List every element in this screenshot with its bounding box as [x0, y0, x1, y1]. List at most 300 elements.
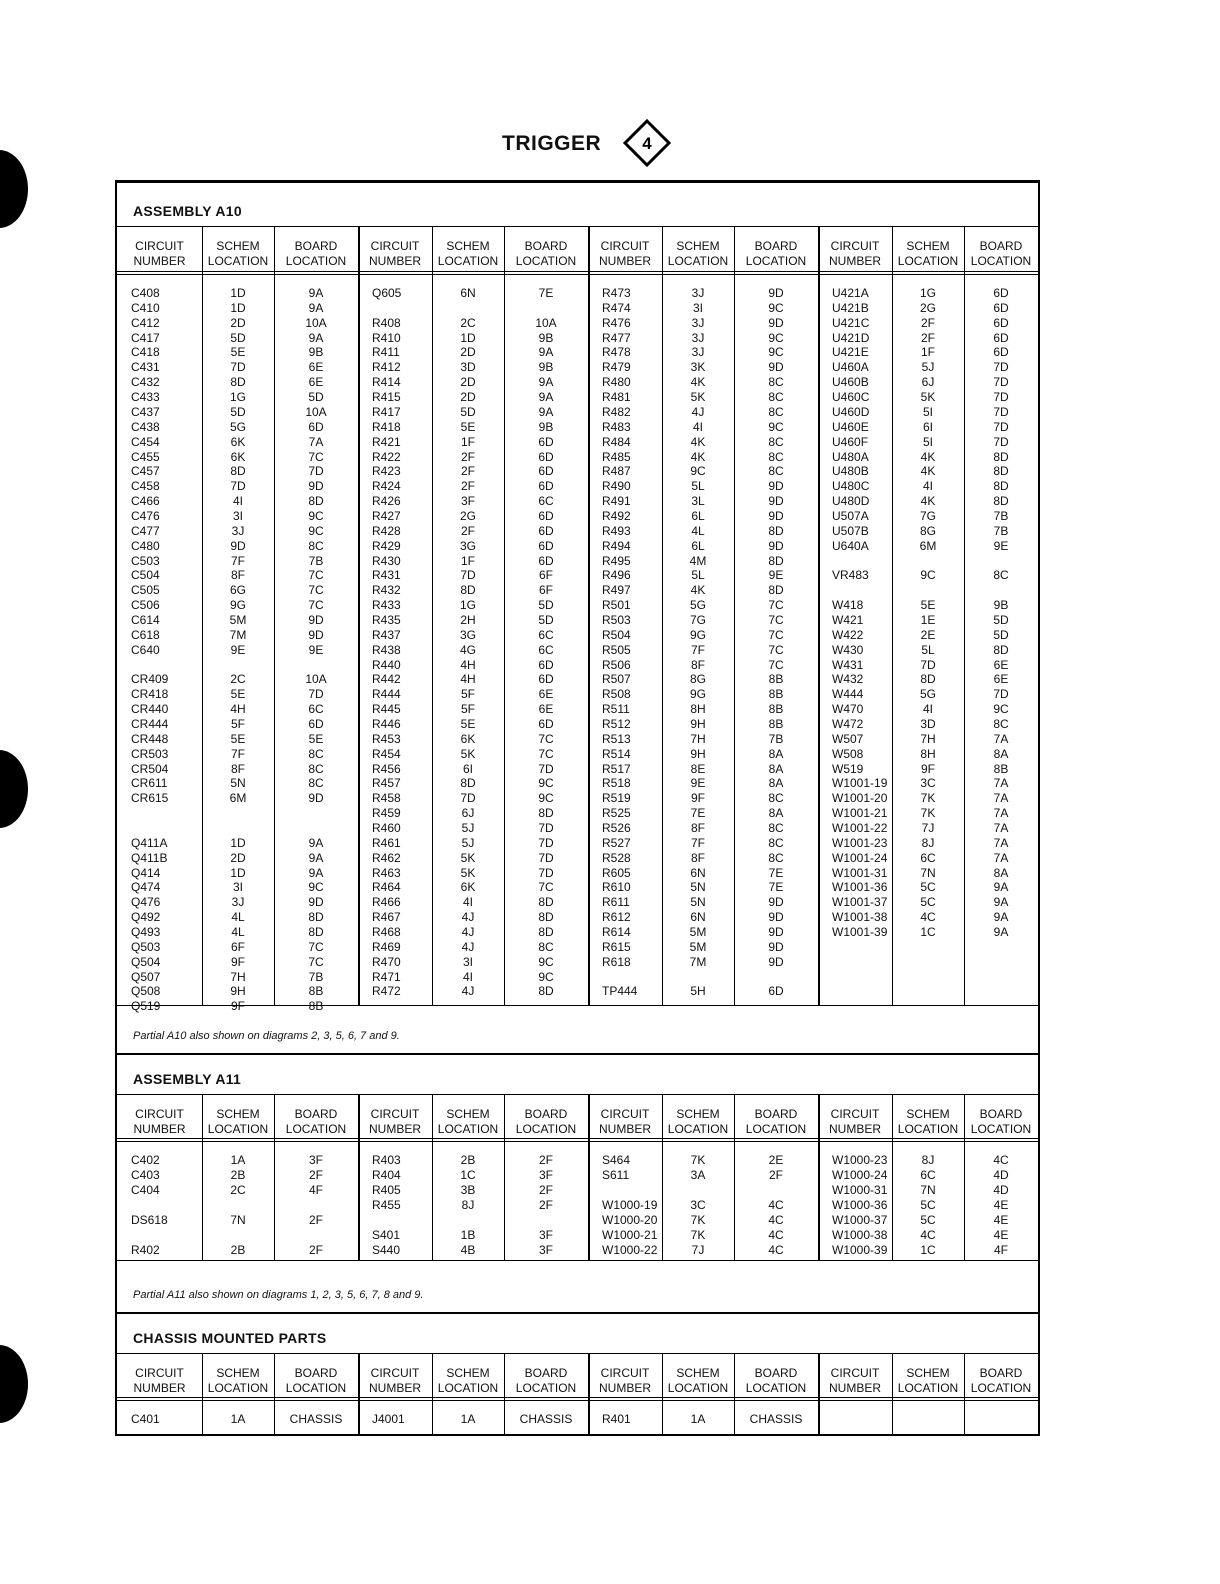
board-location-header-line: BOARD	[524, 239, 568, 253]
schem-location: 7F	[230, 553, 245, 568]
circuit-number: C402	[131, 1153, 160, 1167]
board-location: 9A	[308, 300, 324, 315]
circuit-number-header-line: CIRCUIT	[830, 1107, 880, 1121]
circuit-number: CR409	[131, 672, 169, 687]
circuit-number-header-line: CIRCUIT	[370, 1107, 420, 1121]
circuit-number: W1000-19	[602, 1198, 658, 1212]
circuit-number: R478	[602, 345, 631, 360]
circuit-number: R415	[372, 390, 401, 404]
schem-location: 2F	[920, 315, 935, 330]
board-location: 8A	[993, 746, 1009, 761]
board-location-header-line: LOCATION	[745, 1381, 807, 1395]
schem-location: 4I	[922, 702, 933, 717]
circuit-number: R463	[372, 865, 401, 880]
schem-location: 8D	[920, 672, 936, 687]
schem-location-header	[202, 1107, 274, 1137]
schem-location: 9F	[230, 999, 245, 1014]
schem-location: 3G	[459, 627, 476, 642]
schem-location: 1C	[920, 1243, 936, 1257]
board-location: 8D	[768, 583, 784, 598]
board-location: 8D	[993, 464, 1009, 479]
circuit-number: Q493	[131, 925, 161, 939]
board-location: 8B	[768, 716, 784, 731]
board-location-header	[274, 1107, 358, 1137]
circuit-number: R476	[602, 315, 631, 330]
circuit-number: R518	[602, 776, 631, 791]
schem-location: 7H	[920, 731, 936, 746]
board-location: 4D	[993, 1183, 1009, 1197]
circuit-number: R612	[602, 910, 631, 925]
circuit-number: U460A	[832, 360, 869, 375]
board-location: 3F	[538, 1228, 553, 1242]
schem-location: 4L	[231, 925, 245, 939]
board-location: 6E	[993, 672, 1009, 687]
schem-location: 5C	[920, 880, 936, 895]
board-location: 9D	[308, 612, 324, 627]
board-location-header	[964, 1107, 1038, 1137]
circuit-number: R410	[372, 330, 401, 345]
circuit-number: R501	[602, 598, 631, 613]
schem-location: 3J	[231, 895, 245, 910]
circuit-number-header-line: NUMBER	[133, 254, 186, 268]
schem-location: 5E	[920, 598, 936, 613]
schem-location: 7K	[690, 1213, 706, 1227]
circuit-number: C640	[131, 642, 160, 657]
board-location: 2F	[308, 1168, 323, 1182]
board-location: 7D	[993, 434, 1009, 449]
circuit-number: R472	[372, 984, 401, 999]
schem-location-header	[202, 239, 274, 269]
schem-location: 2C	[230, 1183, 246, 1197]
section-title-chassis: CHASSIS MOUNTED PARTS	[133, 1330, 327, 1346]
board-location: 8D	[538, 910, 554, 925]
schem-location: 4I	[692, 419, 703, 434]
board-location: 9D	[308, 479, 324, 494]
board-location: 6D	[993, 315, 1009, 330]
board-location: 9C	[768, 419, 784, 434]
board-location: 7B	[308, 969, 324, 984]
circuit-number: W1001-37	[832, 895, 888, 910]
schem-location: 5D	[230, 330, 246, 345]
board-location: 6D	[538, 508, 554, 523]
circuit-number: R611	[602, 895, 630, 910]
circuit-number: U480C	[832, 479, 870, 494]
schem-location: 5L	[921, 642, 935, 657]
schem-location: 4C	[920, 910, 936, 925]
board-location: 8A	[768, 806, 784, 821]
circuit-number: W1000-38	[832, 1228, 888, 1242]
schem-location: 5F	[230, 716, 245, 731]
board-location-header	[734, 1107, 818, 1137]
circuit-number: W1000-39	[832, 1243, 888, 1257]
page-title: TRIGGER	[502, 132, 602, 155]
header-rule	[117, 1138, 1038, 1139]
schem-location: 9C	[920, 568, 936, 583]
schem-location: 8J	[461, 1198, 475, 1212]
circuit-number: R508	[602, 687, 631, 702]
schem-location: 4I	[462, 969, 473, 984]
schem-location-header-line: LOCATION	[437, 254, 499, 268]
schem-location: 8G	[919, 523, 936, 538]
circuit-number: W1001-24	[832, 850, 888, 865]
circuit-number: W430	[832, 642, 864, 657]
schem-location: 5K	[920, 390, 936, 404]
diagram-number-diamond-icon	[622, 118, 672, 168]
schem-location: 5E	[230, 731, 246, 746]
schem-location: 7G	[919, 508, 936, 523]
circuit-number-header-line: NUMBER	[828, 1381, 881, 1395]
circuit-number: S611	[602, 1168, 630, 1182]
schem-location: 4J	[461, 984, 475, 999]
schem-location: 7J	[691, 1243, 705, 1257]
circuit-number: R605	[602, 865, 631, 880]
schem-location: 1D	[460, 330, 476, 345]
schem-location: 7H	[690, 731, 706, 746]
schem-location: 8D	[460, 776, 476, 791]
circuit-number-header	[818, 1366, 892, 1396]
schem-location: 4K	[920, 464, 936, 479]
board-location-header-line: BOARD	[294, 1366, 338, 1380]
board-location: CHASSIS	[289, 1412, 343, 1426]
board-location: 7A	[993, 821, 1009, 835]
circuit-number: C466	[131, 494, 160, 508]
circuit-number: R495	[602, 553, 631, 568]
schem-location: 6J	[921, 375, 935, 390]
circuit-number: C417	[131, 330, 160, 345]
schem-location: 7E	[690, 806, 706, 821]
schem-location: 5D	[230, 404, 246, 419]
board-location: 9A	[538, 404, 554, 419]
circuit-number: R505	[602, 642, 631, 657]
circuit-number: R453	[372, 731, 401, 746]
schem-location: 8J	[921, 835, 935, 850]
board-location: 9C	[538, 776, 554, 791]
circuit-number: Q474	[131, 880, 161, 895]
circuit-number: CR444	[131, 716, 169, 731]
board-location-header-line: BOARD	[979, 239, 1023, 253]
schem-location: 2F	[460, 479, 475, 494]
schem-location: 3J	[691, 315, 705, 330]
board-location: 7D	[993, 360, 1009, 375]
circuit-number: W1001-19	[832, 776, 888, 791]
board-location: 9A	[308, 865, 324, 880]
circuit-number: R504	[602, 627, 631, 642]
board-location: 7C	[768, 657, 784, 672]
circuit-number: R405	[372, 1183, 401, 1197]
circuit-number: R402	[131, 1243, 160, 1257]
board-location: 4E	[993, 1228, 1009, 1242]
board-location: 4E	[993, 1198, 1009, 1212]
board-location: 6E	[538, 687, 554, 702]
circuit-number: U480D	[832, 494, 870, 508]
schem-location: 1D	[230, 835, 246, 850]
circuit-number-header-line: NUMBER	[598, 1381, 651, 1395]
board-location: 8C	[768, 390, 784, 404]
board-location: 7D	[538, 850, 554, 865]
board-location: 9A	[993, 880, 1009, 895]
board-location: 9E	[768, 568, 784, 583]
schem-location-header-line: SCHEM	[676, 239, 720, 253]
board-location-header-line: BOARD	[524, 1107, 568, 1121]
circuit-number: R461	[372, 835, 401, 850]
board-location: 6D	[538, 449, 554, 464]
schem-location: 7F	[690, 642, 705, 657]
board-location: CHASSIS	[519, 1412, 573, 1426]
circuit-number: Q476	[131, 895, 161, 910]
grid-bottom-rule	[117, 1260, 1038, 1261]
board-location: 8A	[768, 776, 784, 791]
circuit-number: U421C	[832, 315, 870, 330]
circuit-number: C403	[131, 1168, 160, 1182]
schem-location: 9H	[230, 984, 246, 999]
schem-location: 5E	[230, 345, 246, 360]
schem-location: 6I	[462, 761, 473, 776]
schem-location: 2G	[459, 508, 476, 523]
circuit-number-header-line: NUMBER	[368, 1381, 421, 1395]
board-location: 6E	[308, 360, 324, 375]
board-location: 7B	[993, 523, 1009, 538]
circuit-number-header-line: CIRCUIT	[135, 239, 184, 253]
board-location: 9D	[768, 538, 784, 553]
circuit-number: S464	[602, 1153, 631, 1167]
schem-location: 4L	[231, 910, 245, 925]
board-location: 8D	[308, 494, 324, 508]
board-location: 6F	[538, 568, 553, 583]
board-location: 8C	[538, 939, 554, 954]
schem-location: 8D	[230, 375, 246, 390]
schem-location: 2C	[230, 672, 246, 687]
schem-location: 9F	[920, 761, 935, 776]
schem-location-header-line: LOCATION	[667, 254, 729, 268]
board-location: 5D	[993, 627, 1009, 642]
circuit-number: R610	[602, 880, 631, 895]
schem-location: 1F	[460, 553, 475, 568]
schem-location: 3G	[459, 538, 476, 553]
board-location: 7A	[993, 850, 1009, 865]
schem-location: 5I	[922, 434, 933, 449]
circuit-number: C454	[131, 434, 160, 449]
circuit-number: W508	[832, 746, 864, 761]
board-location: 9D	[768, 360, 784, 375]
circuit-number: Q504	[131, 954, 161, 969]
board-location: 8C	[768, 850, 784, 865]
circuit-number-header	[117, 239, 202, 269]
binder-hole-bottom	[0, 1345, 28, 1423]
schem-location: 5G	[229, 419, 246, 434]
board-location: 7E	[768, 880, 784, 895]
circuit-number-header-line: CIRCUIT	[830, 239, 880, 253]
board-location: 4C	[768, 1213, 784, 1227]
circuit-number: R412	[372, 360, 401, 375]
schem-location: 6J	[461, 806, 475, 821]
circuit-number-header	[818, 239, 892, 269]
board-location: 9A	[308, 286, 324, 300]
schem-location: 1A	[460, 1412, 476, 1426]
schem-location: 2D	[460, 375, 476, 390]
circuit-number: R442	[372, 672, 401, 687]
circuit-number: R477	[602, 330, 631, 345]
board-location-header-line: LOCATION	[285, 254, 347, 268]
circuit-number: W1000-24	[832, 1168, 888, 1182]
board-location: 8C	[768, 434, 784, 449]
circuit-number-header	[358, 1107, 432, 1137]
board-location: 6D	[538, 464, 554, 479]
schem-location-header	[662, 1107, 734, 1137]
schem-location: 6K	[460, 880, 476, 895]
board-location: 9C	[308, 523, 324, 538]
schem-location: 4I	[232, 494, 243, 508]
board-location: 8D	[538, 895, 554, 910]
circuit-number: R512	[602, 716, 631, 731]
schem-location: 4B	[460, 1243, 476, 1257]
schem-location: 5N	[230, 776, 246, 791]
circuit-number: W421	[832, 612, 864, 627]
board-location-header-line: LOCATION	[515, 1122, 577, 1136]
board-location: 7D	[538, 835, 554, 850]
circuit-number-header-line: CIRCUIT	[600, 1107, 650, 1121]
circuit-number: U421A	[832, 286, 869, 300]
schem-location: 9F	[690, 791, 705, 806]
board-location-header	[964, 239, 1038, 269]
board-location: 9A	[538, 345, 554, 360]
circuit-number: R417	[372, 404, 401, 419]
schem-location: 5F	[460, 702, 475, 717]
board-location: 7C	[308, 583, 324, 598]
board-location: 2F	[308, 1213, 323, 1227]
circuit-number: R462	[372, 850, 401, 865]
schem-location: 4I	[922, 479, 933, 494]
circuit-number: CR615	[131, 791, 169, 806]
circuit-number: C506	[131, 598, 160, 613]
schem-location: 6C	[920, 1168, 936, 1182]
circuit-number: W1001-39	[832, 925, 888, 939]
schem-location: 1D	[230, 286, 246, 300]
board-location: 7D	[993, 375, 1009, 390]
circuit-number: R487	[602, 464, 631, 479]
column-divider	[588, 227, 590, 1006]
circuit-number: W470	[832, 702, 864, 717]
board-location: 7B	[768, 731, 784, 746]
circuit-number: W1000-36	[832, 1198, 888, 1212]
board-location-header-line: BOARD	[754, 1366, 798, 1380]
circuit-number: R408	[372, 315, 401, 330]
schem-location-header-line: SCHEM	[446, 1107, 490, 1121]
schem-location: 1C	[460, 1168, 476, 1182]
board-location: 4E	[993, 1213, 1009, 1227]
board-location: 6F	[538, 583, 553, 598]
board-location: 9D	[308, 627, 324, 642]
schem-location: 1B	[460, 1228, 476, 1242]
schem-location: 4J	[461, 925, 475, 939]
board-location-header	[964, 1366, 1038, 1396]
circuit-number: W1001-31	[832, 865, 888, 880]
schem-location: 7K	[920, 806, 936, 821]
schem-location-header-line: LOCATION	[437, 1122, 499, 1136]
schem-location: 5E	[460, 716, 476, 731]
circuit-number: C457	[131, 464, 160, 479]
board-location: 10A	[535, 315, 557, 330]
schem-location: 5J	[461, 835, 475, 850]
circuit-number: U460F	[832, 434, 869, 449]
board-location-header	[734, 1366, 818, 1396]
board-location-header-line: BOARD	[754, 1107, 798, 1121]
circuit-number: DS618	[131, 1213, 168, 1227]
schem-location: 3F	[460, 494, 475, 508]
section-note-a11: Partial A11 also shown on diagrams 1, 2, 3, 5, 6, 7, 8 and 9.	[133, 1289, 424, 1301]
board-location: 7D	[538, 821, 554, 835]
board-location: 9D	[768, 479, 784, 494]
circuit-number: C503	[131, 553, 160, 568]
circuit-number: W432	[832, 672, 864, 687]
schem-location: 2F	[460, 449, 475, 464]
schem-location: 1D	[230, 300, 246, 315]
board-location: 6D	[993, 286, 1009, 300]
schem-location: 8F	[230, 761, 245, 776]
board-location: 7C	[768, 627, 784, 642]
schem-location: 7D	[460, 568, 476, 583]
board-location: 6C	[538, 494, 554, 508]
board-location: 7C	[768, 642, 784, 657]
board-location: 9B	[993, 598, 1009, 613]
board-location: 7A	[993, 791, 1009, 806]
circuit-number: R507	[602, 672, 631, 687]
board-location: 9D	[768, 895, 784, 910]
board-location: 8B	[768, 702, 784, 717]
schem-location: 6M	[919, 538, 937, 553]
board-location: 7A	[993, 835, 1009, 850]
board-location: 9A	[308, 850, 324, 865]
schem-location: 4K	[920, 494, 936, 508]
schem-location: 1G	[229, 390, 246, 404]
circuit-number: R511	[602, 702, 630, 717]
grid-bottom-rule	[117, 1005, 1038, 1006]
schem-location: 3B	[460, 1183, 476, 1197]
board-location: 8C	[993, 568, 1009, 583]
circuit-number: U640A	[832, 538, 869, 553]
circuit-number: R446	[372, 716, 401, 731]
circuit-number: CR418	[131, 687, 169, 702]
circuit-number: R404	[372, 1168, 401, 1182]
schem-location: 7N	[920, 1183, 936, 1197]
schem-location: 7G	[689, 612, 706, 627]
board-location: 2E	[768, 1153, 784, 1167]
board-location-header-line: LOCATION	[970, 1381, 1032, 1395]
schem-location: 7K	[690, 1228, 706, 1242]
board-location: CHASSIS	[749, 1412, 803, 1426]
board-location: 9C	[768, 345, 784, 360]
schem-location: 7D	[230, 479, 246, 494]
circuit-number: U480B	[832, 464, 869, 479]
circuit-number: R418	[372, 419, 401, 434]
schem-location-header-line: SCHEM	[906, 1107, 950, 1121]
circuit-number: R464	[372, 880, 401, 895]
circuit-number: R484	[602, 434, 631, 449]
board-location: 8C	[308, 538, 324, 553]
page-header	[0, 118, 1220, 168]
board-location-header-line: LOCATION	[970, 254, 1032, 268]
circuit-number: R426	[372, 494, 401, 508]
schem-location: 5G	[689, 598, 706, 613]
schem-location-header-line: SCHEM	[676, 1107, 720, 1121]
schem-location: 4M	[689, 553, 707, 568]
circuit-number: R431	[372, 568, 401, 583]
schem-location: 7F	[230, 746, 245, 761]
circuit-number: U507B	[832, 523, 869, 538]
binder-hole-middle	[0, 750, 28, 828]
circuit-number-header-line: CIRCUIT	[370, 1366, 420, 1380]
schem-location: 1E	[920, 612, 936, 627]
board-location: 9C	[538, 969, 554, 984]
